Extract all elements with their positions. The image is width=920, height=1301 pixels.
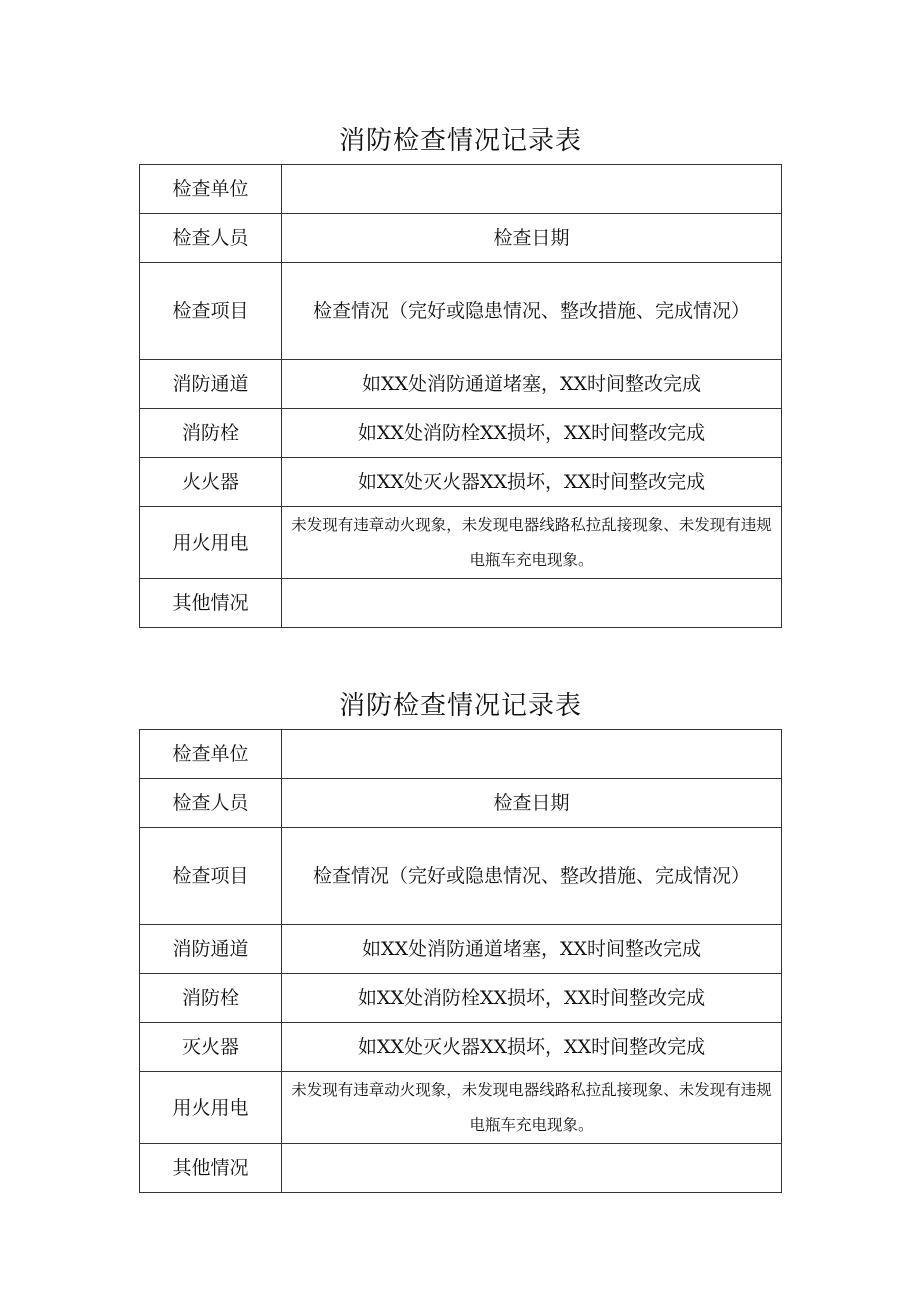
passage-value[interactable]: 如XX处消防通道堵塞，XX时间整改完成	[282, 925, 782, 974]
table-row-item-header	[140, 828, 782, 925]
unit-value[interactable]	[282, 730, 782, 779]
inspection-table	[139, 729, 782, 1193]
power-cell[interactable]	[282, 1072, 782, 1144]
table-row-hydrant	[140, 409, 782, 458]
table-row-extinguisher	[140, 1023, 782, 1072]
table-row-unit	[140, 165, 782, 214]
power-cell[interactable]	[282, 507, 782, 579]
extinguisher-value[interactable]: 如XX处灭火器XX损坏，XX时间整改完成	[282, 458, 782, 507]
inspection-form-1	[139, 118, 782, 628]
inspector-label: 检查人员	[140, 214, 282, 263]
unit-label: 检查单位	[140, 165, 282, 214]
hydrant-value[interactable]: 如XX处消防栓XX损坏，XX时间整改完成	[282, 409, 782, 458]
passage-value[interactable]: 如XX处消防通道堵塞，XX时间整改完成	[282, 360, 782, 409]
extinguisher-label: 灭火器	[140, 1023, 282, 1072]
power-label: 用火用电	[140, 507, 282, 579]
table-row-item-header	[140, 263, 782, 360]
table-row-inspector	[140, 779, 782, 828]
power-value: 未发现有违章动火现象，未发现电器线路私拉乱接现象、未发现有违规电瓶车充电现象。	[291, 515, 772, 569]
other-label: 其他情况	[140, 1144, 282, 1193]
form-title: 消防检查情况记录表	[338, 126, 582, 156]
passage-label: 消防通道	[140, 360, 282, 409]
item-header-text: 检查情况（完好或隐患情况、整改措施、完成情况）	[312, 865, 750, 887]
table-row-other	[140, 1144, 782, 1193]
table-row-hydrant	[140, 974, 782, 1023]
hydrant-label: 消防栓	[140, 974, 282, 1023]
other-label: 其他情况	[140, 579, 282, 628]
table-row-passage	[140, 360, 782, 409]
unit-label: 检查单位	[140, 730, 282, 779]
inspection-date-label: 检查日期	[282, 214, 782, 263]
inspector-label: 检查人员	[140, 779, 282, 828]
power-value: 未发现有违章动火现象，未发现电器线路私拉乱接现象、未发现有违规电瓶车充电现象。	[291, 1080, 772, 1134]
item-header-cell	[282, 263, 782, 360]
unit-value[interactable]	[282, 165, 782, 214]
other-value[interactable]	[282, 579, 782, 628]
hydrant-value[interactable]: 如XX处消防栓XX损坏，XX时间整改完成	[282, 974, 782, 1023]
item-header-text: 检查情况（完好或隐患情况、整改措施、完成情况）	[312, 300, 750, 322]
item-label: 检查项目	[140, 828, 282, 925]
table-row-other	[140, 579, 782, 628]
table-row-unit	[140, 730, 782, 779]
extinguisher-value[interactable]: 如XX处灭火器XX损坏，XX时间整改完成	[282, 1023, 782, 1072]
inspection-form-2	[139, 683, 782, 1193]
inspection-table	[139, 164, 782, 628]
item-label: 检查项目	[140, 263, 282, 360]
table-row-extinguisher	[140, 458, 782, 507]
table-row-passage	[140, 925, 782, 974]
table-row-inspector	[140, 214, 782, 263]
table-row-power	[140, 507, 782, 579]
item-header-cell	[282, 828, 782, 925]
inspection-date-label: 检查日期	[282, 779, 782, 828]
hydrant-label: 消防栓	[140, 409, 282, 458]
power-label: 用火用电	[140, 1072, 282, 1144]
table-row-power	[140, 1072, 782, 1144]
form-title: 消防检查情况记录表	[338, 691, 582, 721]
passage-label: 消防通道	[140, 925, 282, 974]
other-value[interactable]	[282, 1144, 782, 1193]
extinguisher-label: 火火器	[140, 458, 282, 507]
